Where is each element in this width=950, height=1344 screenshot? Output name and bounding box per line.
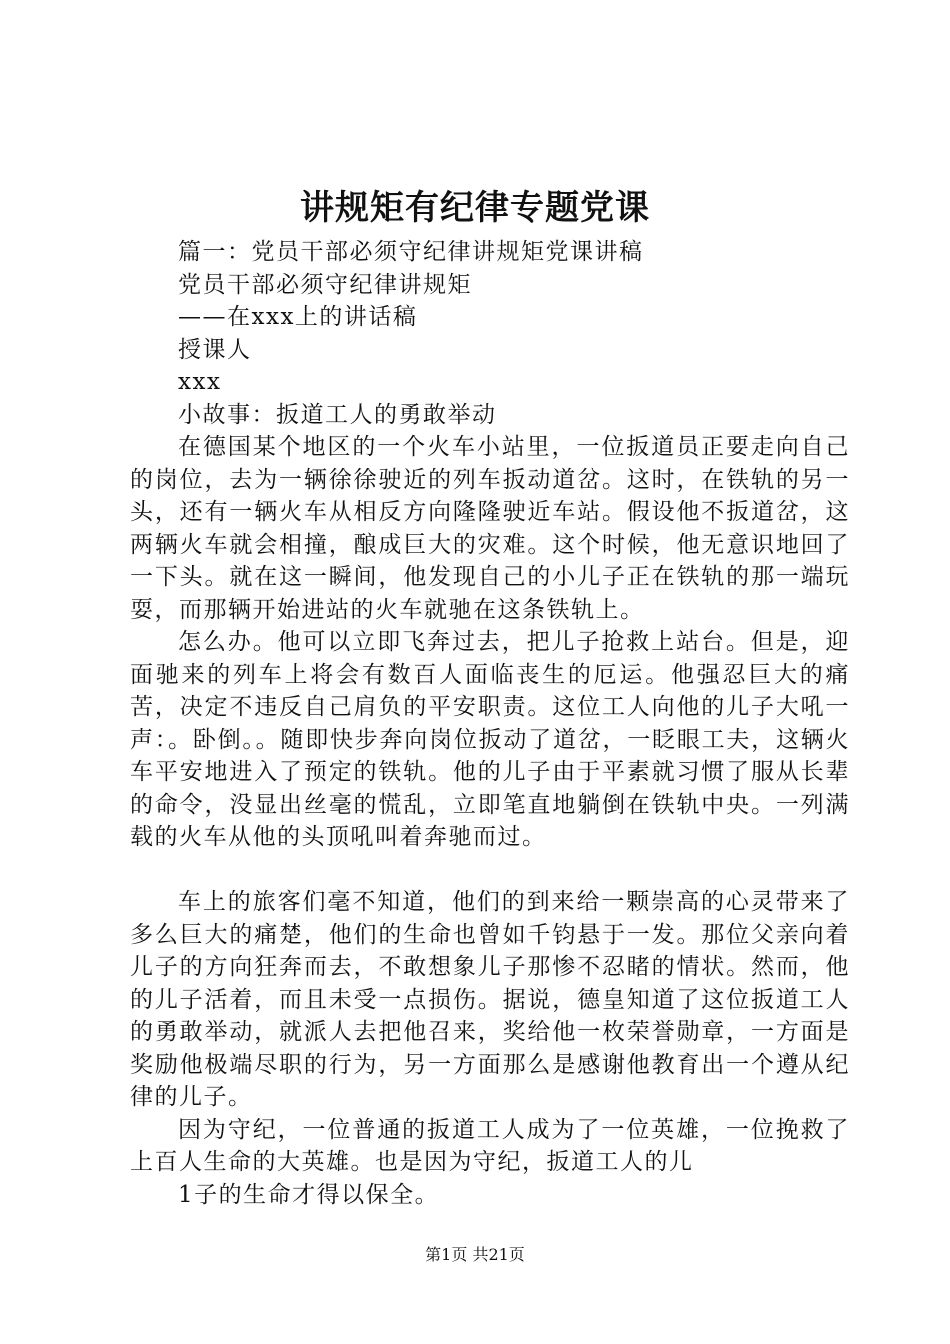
page-title: 讲规矩有纪律专题党课 xyxy=(300,188,650,228)
page-number: 第1页 共21页 xyxy=(425,1245,525,1264)
paragraph: 在德国某个地区的一个火车小站里，一位扳道员正要走向自己的岗位，去为一辆徐徐驶近的列车扳动道岔。这时，在铁轨的另一头，还有一辆火车从相反方向隆隆驶近车站。假设他不扳道岔，这两辆火车就会相撞，酿成巨大的灾难。这个时候，他无意识地回了一下头。就在这一瞬间，他发现自己的小儿子正在铁轨的那一端玩耍，而那辆开始进站的火车就驰在这条铁轨上。 xyxy=(130,434,850,623)
story-heading: 小故事：扳道工人的勇敢举动 xyxy=(178,401,497,428)
lecturer-name: xxx xyxy=(178,369,222,395)
paragraph: 怎么办。他可以立即飞奔过去，把儿子抢救上站台。但是，迎面驰来的列车上将会有数百人面临丧生的厄运。他强忍巨大的痛苦，决定不违反自己肩负的平安职责。这位工人向他的儿子大吼一声：。卧倒。。随即快步奔向岗位扳动了道岔，一眨眼工夫，这辆火车平安地进入了预定的铁轨。他的儿子由于平素就习惯了服从长辈的命令，没显出丝毫的慌乱，立即笔直地躺倒在铁轨中央。一列满载的火车从他的头顶吼叫着奔驰而过。 xyxy=(130,629,850,850)
paragraph: 车上的旅客们毫不知道，他们的到来给一颗崇高的心灵带来了多么巨大的痛楚，他们的生命也曾如千钧悬于一发。那位父亲向着儿子的方向狂奔而去，不敢想象儿子那惨不忍睹的情状。然而，他的儿子活着，而且未受一点损伤。据说，德皇知道了这位扳道工人的勇敢举动，就派人去把他召来，奖给他一枚荣誉勋章，一方面是奖励他极端尽职的行为，另一方面那么是感谢他教育出一个遵从纪律的儿子。 xyxy=(130,889,850,1110)
lecturer-label: 授课人 xyxy=(178,336,252,363)
paragraph: 因为守纪，一位普通的扳道工人成为了一位英雄，一位挽救了上百人生命的大英雄。也是因为守纪，扳道工人的儿 xyxy=(130,1116,850,1175)
section-heading: 篇一：党员干部必须守纪律讲规矩党课讲稿 xyxy=(178,239,644,265)
speech-title: 党员干部必须守纪律讲规矩 xyxy=(178,271,472,298)
speech-subtitle: ——在xxx上的讲话稿 xyxy=(178,304,418,330)
paragraph-gap xyxy=(130,854,850,887)
paragraph-continuation: 1子的生命才得以保全。 xyxy=(178,1181,440,1208)
document-body xyxy=(130,236,850,1211)
